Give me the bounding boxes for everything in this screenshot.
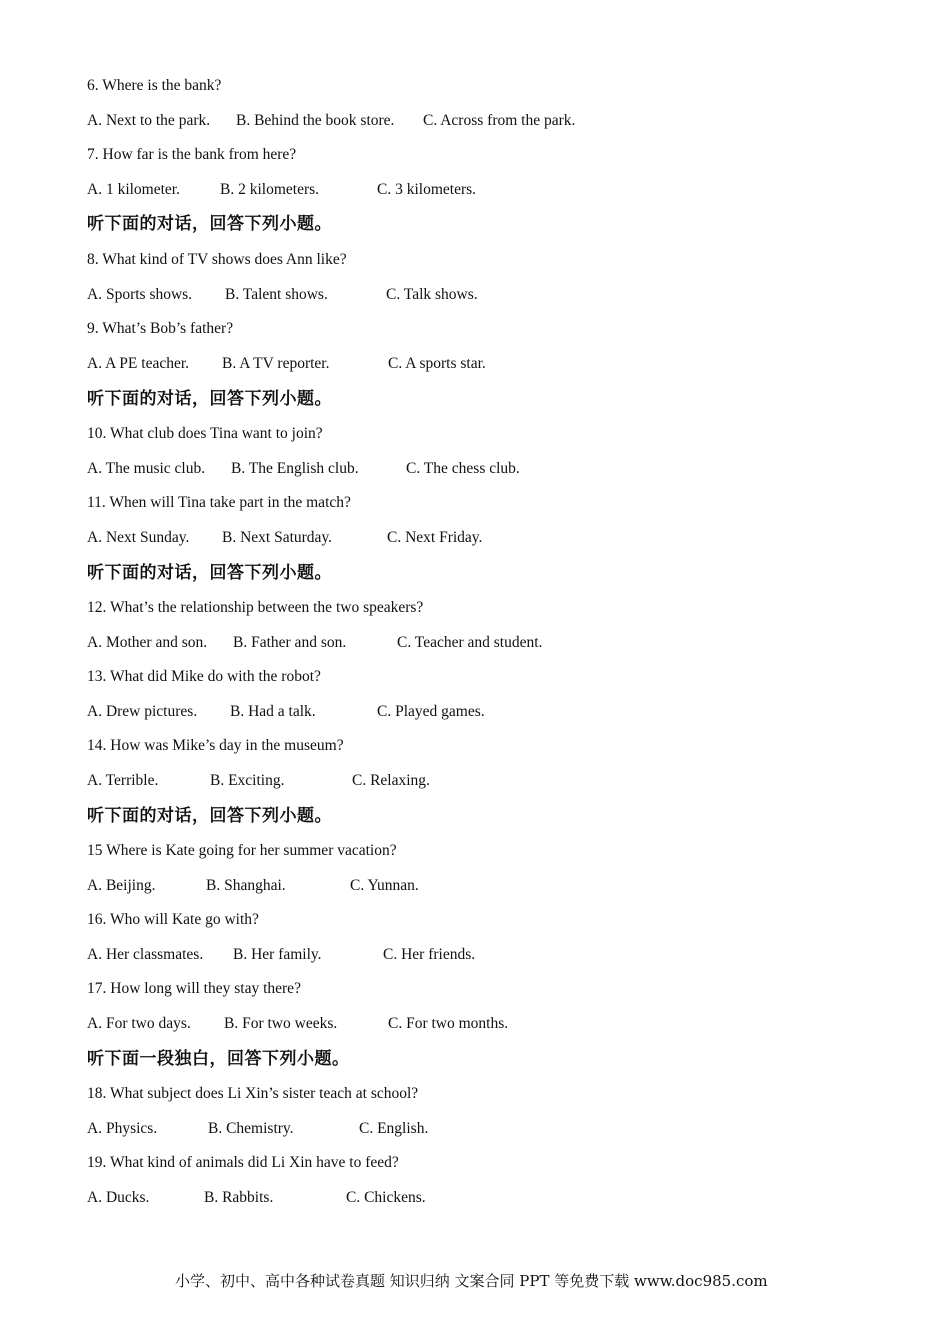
option-c: C. 3 kilometers. — [377, 181, 477, 198]
option-b: B. 2 kilometers. — [220, 181, 320, 198]
option-a: A. Mother and son. — [87, 634, 208, 651]
option-c: C. English. — [359, 1120, 429, 1137]
option-c: C. Across from the park. — [423, 112, 576, 129]
option-a: A. Next to the park. — [87, 112, 211, 129]
option-c: C. Played games. — [377, 703, 485, 720]
question-10: 10. What club does Tina want to join? — [87, 425, 323, 442]
option-b: B. Her family. — [233, 946, 322, 963]
option-a: A. Sports shows. — [87, 286, 193, 303]
option-b: B. Rabbits. — [204, 1189, 274, 1206]
option-b: B. Father and son. — [233, 634, 347, 651]
option-c: C. For two months. — [388, 1015, 509, 1032]
option-c: C. Chickens. — [346, 1189, 426, 1206]
section-heading: 听下面的对话，回答下列小题。 — [87, 563, 332, 583]
option-c: C. Talk shows. — [386, 286, 478, 303]
question-12: 12. What’s the relationship between the two speakers? — [87, 599, 424, 616]
option-a: A. Terrible. — [87, 772, 159, 789]
option-c: C. The chess club. — [406, 460, 520, 477]
section-heading: 听下面一段独白，回答下列小题。 — [87, 1049, 350, 1069]
option-b: B. Talent shows. — [225, 286, 328, 303]
option-c: C. Relaxing. — [352, 772, 430, 789]
option-c: C. A sports star. — [388, 355, 486, 372]
question-15: 15 Where is Kate going for her summer vacation? — [87, 842, 397, 859]
section-heading: 听下面的对话，回答下列小题。 — [87, 389, 332, 409]
option-b: B. Shanghai. — [206, 877, 286, 894]
question-13: 13. What did Mike do with the robot? — [87, 668, 321, 685]
option-b: B. Behind the book store. — [236, 112, 395, 129]
option-a: A. A PE teacher. — [87, 355, 190, 372]
option-a: A. Ducks. — [87, 1189, 150, 1206]
question-11: 11. When will Tina take part in the match? — [87, 494, 351, 511]
option-a: A. Physics. — [87, 1120, 158, 1137]
option-a: A. Next Sunday. — [87, 529, 190, 546]
option-b: B. Exciting. — [210, 772, 285, 789]
option-a: A. Her classmates. — [87, 946, 204, 963]
question-19: 19. What kind of animals did Li Xin have to feed? — [87, 1154, 399, 1171]
option-b: B. The English club. — [231, 460, 359, 477]
section-heading: 听下面的对话，回答下列小题。 — [87, 806, 332, 826]
option-a: A. Drew pictures. — [87, 703, 198, 720]
question-14: 14. How was Mike’s day in the museum? — [87, 737, 344, 754]
page-footer: 小学、初中、高中各种试卷真题 知识归纳 文案合同 PPT 等免费下载 www.doc985.com — [175, 1272, 768, 1290]
question-6: 6. Where is the bank? — [87, 77, 222, 94]
option-a: A. Beijing. — [87, 877, 156, 894]
option-b: B. A TV reporter. — [222, 355, 330, 372]
section-heading: 听下面的对话，回答下列小题。 — [87, 214, 332, 234]
option-c: C. Her friends. — [383, 946, 476, 963]
question-17: 17. How long will they stay there? — [87, 980, 301, 997]
option-c: C. Next Friday. — [387, 529, 483, 546]
option-c: C. Yunnan. — [350, 877, 419, 894]
option-b: B. Chemistry. — [208, 1120, 294, 1137]
question-8: 8. What kind of TV shows does Ann like? — [87, 251, 347, 268]
question-7: 7. How far is the bank from here? — [87, 146, 297, 163]
option-a: A. For two days. — [87, 1015, 191, 1032]
option-b: B. Next Saturday. — [222, 529, 333, 546]
option-a: A. 1 kilometer. — [87, 181, 180, 198]
question-18: 18. What subject does Li Xin’s sister teach at school? — [87, 1085, 419, 1102]
option-b: B. For two weeks. — [224, 1015, 338, 1032]
question-16: 16. Who will Kate go with? — [87, 911, 259, 928]
option-b: B. Had a talk. — [230, 703, 316, 720]
question-9: 9. What’s Bob’s father? — [87, 320, 234, 337]
option-a: A. The music club. — [87, 460, 206, 477]
option-c: C. Teacher and student. — [397, 634, 543, 651]
